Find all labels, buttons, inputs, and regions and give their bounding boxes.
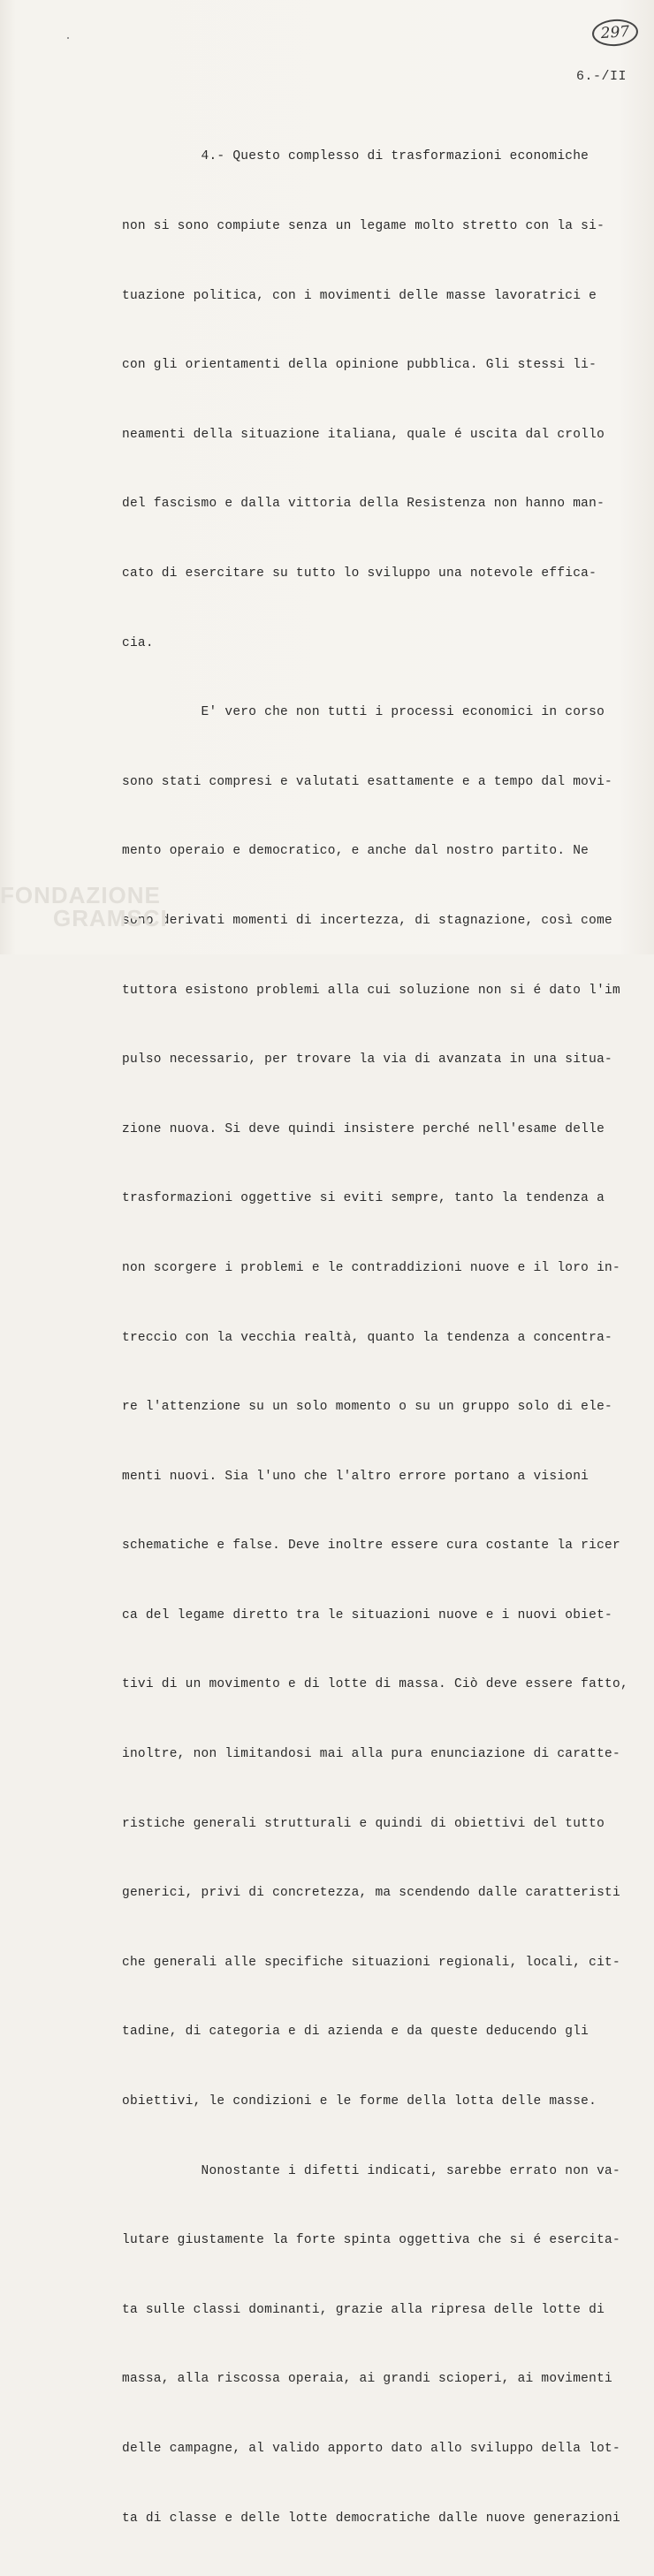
text-line: neamenti della situazione italiana, quale é uscita dal crollo (122, 427, 605, 442)
text-line: cato di esercitare su tutto lo sviluppo una notevole effica- (122, 566, 597, 581)
text-line: pulso necessario, per trovare la via di avanzata in una situa- (122, 1052, 612, 1068)
document-body (122, 99, 643, 2576)
text-line: E' vero che non tutti i processi economici in corso (122, 705, 605, 720)
text-line: delle campagne, al valido apporto dato allo sviluppo della lot- (122, 2442, 620, 2456)
text-line: menti nuovi. Sia l'uno che l'altro errore portano a visioni (122, 1469, 589, 1484)
text-line: ta sulle classi dominanti, grazie alla ripresa delle lotte di (122, 2302, 605, 2317)
text-line: ca del legame diretto tra le situazioni nuove e i nuovi obiet- (122, 1607, 612, 1622)
text-line: inoltre, non limitandosi mai alla pura enunciazione di caratte- (122, 1747, 620, 1762)
text-line: cia. (122, 635, 154, 650)
text-line: del fascismo e dalla vittoria della Resistenza non hanno man- (122, 497, 605, 512)
text-line: sono derivati momenti di incertezza, di stagnazione, così come (122, 913, 612, 928)
text-line: tuttora esistono problemi alla cui soluzione non si é dato l'im (122, 983, 620, 998)
watermark-line-1: FONDAZIONE (0, 882, 161, 908)
text-line: zione nuova. Si deve quindi insistere perché nell'esame delle (122, 1121, 605, 1136)
text-line: ristiche generali strutturali e quindi di obiettivi del tutto (122, 1816, 605, 1831)
page-reference: 6.-/II (576, 69, 627, 84)
text-line: re l'attenzione su un solo momento o su un gruppo solo di ele- (122, 1400, 612, 1415)
text-line: non scorgere i problemi e le contraddizioni nuove e il loro in- (122, 1260, 620, 1275)
text-line: Nonostante i difetti indicati, sarebbe errato non va- (122, 2163, 620, 2178)
text-line: tivi di un movimento e di lotte di massa. Ciò deve essere fatto, (122, 1677, 628, 1692)
text-line: lutare giustamente la forte spinta oggettiva che si é esercita- (122, 2233, 620, 2248)
archive-page-number: 297 (591, 18, 639, 48)
text-line: schematiche e false. Deve inoltre essere cura costante la ricer (122, 1539, 620, 1554)
watermark-line-2: GRAMSCI (53, 905, 168, 931)
text-line: trasformazioni oggettive si eviti sempre, tanto la tendenza a (122, 1191, 605, 1206)
text-line: sono stati compresi e valutati esattamente e a tempo dal movi- (122, 774, 612, 789)
text-line: treccio con la vecchia realtà, quanto la tendenza a concentra- (122, 1330, 612, 1345)
text-line: con gli orientamenti della opinione pubblica. Gli stessi li- (122, 358, 597, 373)
text-line: obiettivi, le condizioni e le forme della lotta delle masse. (122, 2094, 597, 2109)
text-line: non si sono compiute senza un legame molto stretto con la si- (122, 219, 605, 233)
text-line: tuazione politica, con i movimenti delle masse lavoratrici e (122, 288, 597, 303)
text-line: mento operaio e democratico, e anche dal nostro partito. Ne (122, 844, 589, 859)
paper-speck (67, 37, 69, 39)
text-line: massa, alla riscossa operaia, ai grandi scioperi, ai movimenti (122, 2372, 612, 2387)
text-line: 4.- Questo complesso di trasformazioni economiche (122, 149, 589, 164)
text-line: generici, privi di concretezza, ma scendendo dalle caratteristi (122, 1886, 620, 1901)
text-line: che generali alle specifiche situazioni regionali, locali, cit- (122, 1955, 620, 1970)
text-line: ta di classe e delle lotte democratiche dalle nuove generazioni (122, 2511, 620, 2526)
text-line: tadine, di categoria e di azienda e da queste deducendo gli (122, 2025, 589, 2040)
archive-watermark (0, 884, 168, 930)
